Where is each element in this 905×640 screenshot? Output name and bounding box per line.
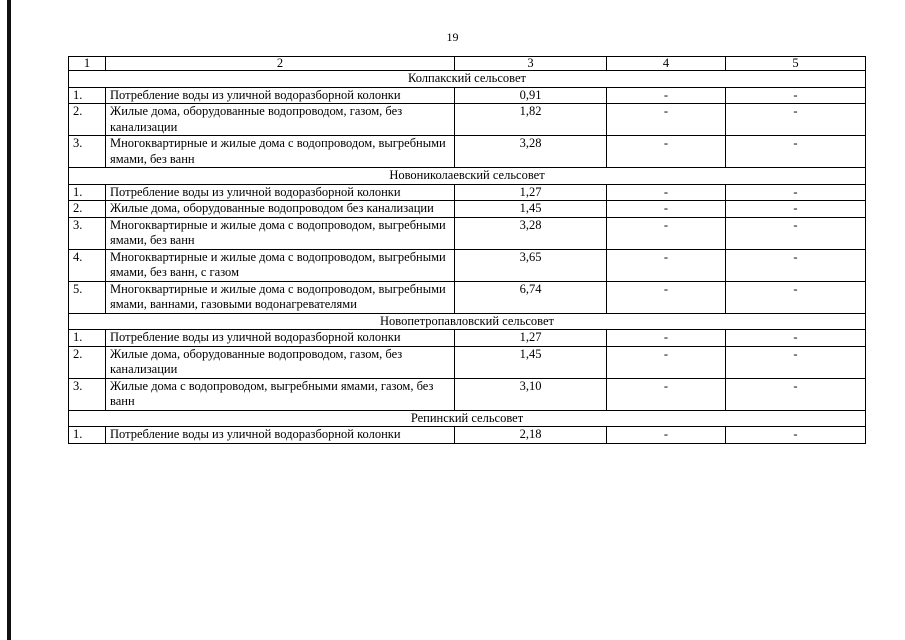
scan-edge [7, 0, 11, 640]
row-number: 3. [69, 136, 106, 168]
row-col5: - [726, 201, 866, 218]
header-row [69, 57, 866, 71]
col-header: 2 [106, 57, 455, 71]
col-header: 4 [607, 57, 726, 71]
table-row [69, 104, 866, 136]
row-description: Жилые дома, оборудованные водопроводом без канализации [106, 201, 455, 218]
row-col4: - [607, 184, 726, 201]
row-value: 3,10 [455, 378, 607, 410]
row-col4: - [607, 346, 726, 378]
row-col5: - [726, 346, 866, 378]
norms-table [68, 56, 866, 444]
table-row [69, 346, 866, 378]
col-header: 1 [69, 57, 106, 71]
table-row [69, 201, 866, 218]
table-body [69, 71, 866, 444]
table-row [69, 217, 866, 249]
row-number: 1. [69, 184, 106, 201]
row-value: 3,28 [455, 136, 607, 168]
table-row [69, 136, 866, 168]
row-number: 2. [69, 104, 106, 136]
col-header: 5 [726, 57, 866, 71]
row-number: 5. [69, 281, 106, 313]
row-col4: - [607, 201, 726, 218]
row-description: Многоквартирные и жилые дома с водопроводом, выгребными ямами, без ванн [106, 136, 455, 168]
row-value: 1,27 [455, 184, 607, 201]
row-number: 2. [69, 346, 106, 378]
row-col4: - [607, 104, 726, 136]
row-col4: - [607, 378, 726, 410]
row-value: 1,45 [455, 346, 607, 378]
row-description: Потребление воды из уличной водоразборной колонки [106, 87, 455, 104]
row-description: Жилые дома с водопроводом, выгребными ямами, газом, без ванн [106, 378, 455, 410]
row-description: Жилые дома, оборудованные водопроводом, газом, без канализации [106, 104, 455, 136]
section-row [69, 168, 866, 185]
row-col5: - [726, 184, 866, 201]
row-col5: - [726, 281, 866, 313]
row-number: 1. [69, 427, 106, 444]
row-number: 1. [69, 87, 106, 104]
row-col4: - [607, 217, 726, 249]
row-col5: - [726, 378, 866, 410]
row-description: Потребление воды из уличной водоразборной колонки [106, 330, 455, 347]
row-col4: - [607, 136, 726, 168]
row-col4: - [607, 427, 726, 444]
row-col5: - [726, 87, 866, 104]
table-row [69, 427, 866, 444]
row-col5: - [726, 104, 866, 136]
row-value: 1,82 [455, 104, 607, 136]
row-col4: - [607, 87, 726, 104]
row-col4: - [607, 281, 726, 313]
row-value: 1,27 [455, 330, 607, 347]
row-value: 3,65 [455, 249, 607, 281]
section-title: Новопетропавловский сельсовет [69, 313, 866, 330]
page-number: 19 [446, 30, 459, 44]
row-value: 1,45 [455, 201, 607, 218]
row-number: 3. [69, 217, 106, 249]
row-description: Многоквартирные и жилые дома с водопроводом, выгребными ямами, ваннами, газовыми водонагревателями [106, 281, 455, 313]
row-description: Жилые дома, оборудованные водопроводом, газом, без канализации [106, 346, 455, 378]
section-row [69, 71, 866, 88]
section-title: Репинский сельсовет [69, 410, 866, 427]
section-title: Колпакский сельсовет [69, 71, 866, 88]
row-value: 3,28 [455, 217, 607, 249]
row-value: 2,18 [455, 427, 607, 444]
section-row [69, 410, 866, 427]
section-row [69, 313, 866, 330]
row-col5: - [726, 427, 866, 444]
row-description: Многоквартирные и жилые дома с водопроводом, выгребными ямами, без ванн [106, 217, 455, 249]
row-number: 2. [69, 201, 106, 218]
table-row [69, 330, 866, 347]
row-col5: - [726, 136, 866, 168]
section-title: Новониколаевский сельсовет [69, 168, 866, 185]
row-number: 4. [69, 249, 106, 281]
table-row [69, 184, 866, 201]
table-row [69, 378, 866, 410]
table-row [69, 249, 866, 281]
row-number: 3. [69, 378, 106, 410]
row-col5: - [726, 249, 866, 281]
table-row [69, 87, 866, 104]
row-description: Потребление воды из уличной водоразборной колонки [106, 184, 455, 201]
row-value: 0,91 [455, 87, 607, 104]
col-header: 3 [455, 57, 607, 71]
row-value: 6,74 [455, 281, 607, 313]
row-col5: - [726, 330, 866, 347]
row-description: Многоквартирные и жилые дома с водопроводом, выгребными ямами, без ванн, с газом [106, 249, 455, 281]
table-row [69, 281, 866, 313]
row-description: Потребление воды из уличной водоразборной колонки [106, 427, 455, 444]
row-col5: - [726, 217, 866, 249]
row-number: 1. [69, 330, 106, 347]
row-col4: - [607, 330, 726, 347]
row-col4: - [607, 249, 726, 281]
